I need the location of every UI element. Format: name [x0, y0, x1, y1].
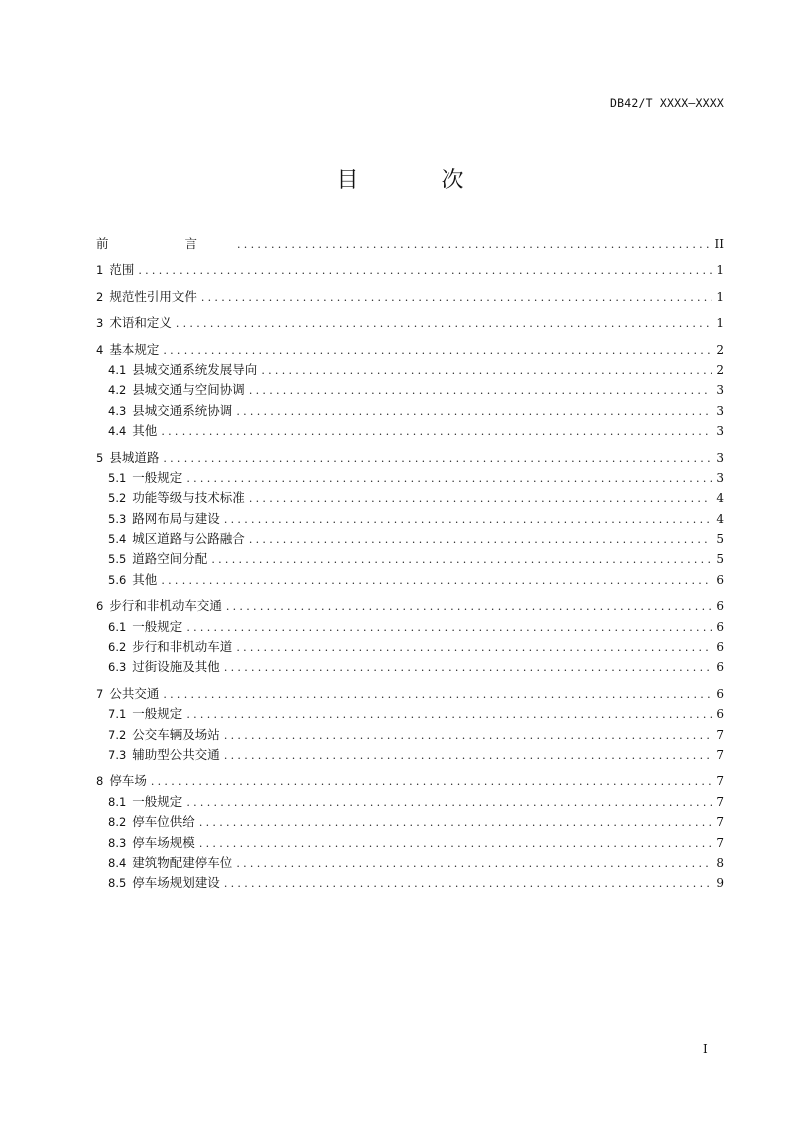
toc-dot-leader: [186, 793, 712, 813]
toc-entry-text: 停车场: [109, 773, 147, 789]
toc-entry-number: 8.4: [108, 855, 127, 870]
toc-entry[interactable]: [96, 287, 724, 307]
toc-entry-number: 5.5: [108, 552, 127, 567]
toc-entry-number: 7.3: [108, 747, 127, 762]
toc-entry-text: 术语和定义: [109, 315, 172, 331]
toc-dot-leader: [211, 550, 712, 570]
toc-entry-text: 城区道路与公路融合: [132, 531, 245, 547]
toc-entry-label: [108, 617, 182, 637]
toc-dot-leader: [226, 597, 713, 617]
toc-dot-leader: [138, 261, 712, 281]
toc-entry-number: 6.3: [108, 660, 127, 675]
toc-entry-number: 3: [96, 316, 104, 331]
toc-entry[interactable]: [96, 313, 724, 333]
toc-entry[interactable]: [96, 684, 724, 704]
toc-entry-number: 6: [96, 599, 104, 614]
toc-entry-text: 范围: [109, 262, 135, 278]
toc-entry-page: 9: [716, 876, 724, 891]
toc-entry[interactable]: [96, 771, 724, 791]
toc-entry[interactable]: [96, 421, 724, 441]
page-title: 目 次: [336, 168, 502, 193]
toc-entry-page: 6: [716, 707, 724, 722]
toc-entry-label: [108, 637, 232, 657]
page-number: I: [703, 1042, 708, 1056]
toc-entry-page: 7: [716, 774, 724, 789]
toc-entry-number: 5: [96, 450, 104, 465]
toc-entry[interactable]: [96, 812, 724, 832]
toc-entry-label: [108, 421, 157, 441]
toc-dot-leader: [199, 813, 713, 833]
toc-entry[interactable]: [96, 468, 724, 488]
toc-dot-leader: [186, 618, 712, 638]
toc-entry-label: [96, 771, 147, 791]
toc-entry-number: 7: [96, 686, 104, 701]
toc-entry-label: [108, 833, 195, 853]
toc-dot-leader: [199, 834, 713, 854]
toc-entry-page: 7: [716, 815, 724, 830]
toc-entry[interactable]: [96, 792, 724, 812]
toc-entry-text: 其他: [132, 423, 158, 439]
toc-dot-leader: [151, 772, 713, 792]
toc-entry-number: 4.2: [108, 383, 127, 398]
toc-entry-text: 一般规定: [132, 469, 183, 485]
toc-entry-label: [108, 509, 220, 529]
toc-dot-leader: [186, 469, 712, 489]
toc-entry-number: 6.1: [108, 619, 127, 634]
toc-entry-label: [108, 745, 220, 765]
toc-entry-text: 停车场规模: [132, 834, 195, 850]
toc-entry-number: 4.4: [108, 424, 127, 439]
toc-dot-leader: [224, 746, 713, 766]
toc-dot-leader: [224, 510, 713, 530]
toc-entry-label: [96, 340, 159, 360]
toc-dot-leader: [201, 288, 713, 308]
toc-entry-page: 7: [716, 835, 724, 850]
toc-entry-number: 1: [96, 263, 104, 278]
toc-entry-label: [108, 792, 182, 812]
toc-entry-label: [108, 873, 220, 893]
toc-entry-page: 7: [716, 747, 724, 762]
toc-entry-page: 6: [716, 619, 724, 634]
toc-entry-text: 前 言: [96, 236, 233, 251]
toc-entry[interactable]: [96, 725, 724, 745]
toc-entry-page: 6: [716, 572, 724, 587]
toc-entry-label: [108, 570, 157, 590]
toc-entry-number: 8: [96, 774, 104, 789]
toc-entry-text: 停车场规划建设: [132, 875, 220, 891]
toc-entry-text: 规范性引用文件: [109, 288, 197, 304]
document-code: DB42/T XXXX—XXXX: [610, 96, 724, 110]
toc-entry-label: [108, 725, 220, 745]
toc-entry-text: 一般规定: [132, 793, 183, 809]
toc-entry-label: [108, 657, 220, 677]
toc-dot-leader: [224, 658, 713, 678]
toc-entry-label: [108, 488, 245, 508]
toc-entry-page: 3: [716, 470, 724, 485]
toc-dot-leader: [236, 854, 712, 874]
toc-entry[interactable]: [96, 380, 724, 400]
toc-entry-number: 6.2: [108, 640, 127, 655]
toc-entry-text: 公交车辆及场站: [132, 726, 220, 742]
toc-dot-leader: [236, 638, 712, 658]
toc-entry-page: 2: [716, 362, 724, 377]
toc-entry-text: 过街设施及其他: [132, 659, 220, 675]
toc-entry-text: 停车位供给: [132, 814, 195, 830]
toc-entry-text: 步行和非机动车交通: [109, 598, 222, 614]
toc-dot-leader: [236, 402, 712, 422]
toc-entry-page: 4: [716, 511, 724, 526]
toc-entry-number: 8.5: [108, 876, 127, 891]
toc-entry-number: 5.6: [108, 572, 127, 587]
toc-entry-page: 6: [716, 599, 724, 614]
toc-dot-leader: [163, 685, 712, 705]
toc-entry[interactable]: [96, 637, 724, 657]
toc-entry[interactable]: [96, 873, 724, 893]
toc-entry-label: [108, 812, 195, 832]
toc-entry-text: 县城道路: [109, 449, 160, 465]
toc-dot-leader: [163, 449, 712, 469]
toc-entry-page: 4: [716, 491, 724, 506]
toc-entry-page: 2: [716, 342, 724, 357]
toc-entry-page: 3: [716, 424, 724, 439]
toc-entry-label: [108, 468, 182, 488]
toc-entry-text: 建筑物配建停车位: [132, 854, 233, 870]
toc-entry-page: 5: [716, 532, 724, 547]
toc-entry-label: [108, 360, 257, 380]
toc-entry-text: 步行和非机动车道: [132, 639, 233, 655]
toc-entry-number: 5.4: [108, 532, 127, 547]
toc-entry[interactable]: [96, 360, 724, 380]
toc-dot-leader: [163, 341, 712, 361]
toc-entry-text: 县城交通系统协调: [132, 402, 233, 418]
toc-entry-page: 8: [716, 855, 724, 870]
toc-entry[interactable]: [96, 596, 724, 616]
toc-entry-label: [108, 704, 182, 724]
toc-entry-number: 5.2: [108, 491, 127, 506]
toc-entry-text: 公共交通: [109, 685, 160, 701]
toc-dot-leader: [176, 314, 713, 334]
toc-entry[interactable]: [96, 448, 724, 468]
toc-dot-leader: [186, 705, 712, 725]
toc-entry-text: 路网布局与建设: [132, 510, 220, 526]
toc-entry[interactable]: [96, 529, 724, 549]
toc-entry[interactable]: [96, 833, 724, 853]
table-of-contents: [96, 234, 724, 894]
toc-entry[interactable]: [96, 657, 724, 677]
toc-entry-number: 5.1: [108, 470, 127, 485]
toc-dot-leader: [249, 381, 713, 401]
toc-entry-number: 4.1: [108, 362, 127, 377]
toc-entry[interactable]: [96, 488, 724, 508]
toc-entry-page: 1: [716, 316, 724, 331]
toc-entry-page: 3: [716, 383, 724, 398]
toc-entry[interactable]: [96, 260, 724, 280]
toc-entry-label: [96, 234, 233, 254]
toc-entry-label: [108, 853, 232, 873]
toc-entry-label: [96, 684, 159, 704]
toc-entry-label: [96, 260, 134, 280]
toc-dot-leader: [161, 422, 712, 442]
toc-entry-text: 基本规定: [109, 341, 160, 357]
toc-entry-label: [96, 596, 222, 616]
toc-entry-text: 一般规定: [132, 618, 183, 634]
toc-entry[interactable]: [96, 745, 724, 765]
toc-entry-number: 2: [96, 289, 104, 304]
toc-entry-number: 8.3: [108, 835, 127, 850]
toc-entry-number: 4.3: [108, 403, 127, 418]
toc-dot-leader: [249, 530, 713, 550]
toc-entry-page: 1: [716, 263, 724, 278]
toc-entry[interactable]: [96, 340, 724, 360]
toc-entry-page: 5: [716, 552, 724, 567]
toc-dot-leader: [161, 571, 712, 591]
toc-entry-number: 8.1: [108, 794, 127, 809]
toc-entry-number: 7.1: [108, 707, 127, 722]
toc-entry-page: 6: [716, 686, 724, 701]
toc-dot-leader: [237, 235, 711, 255]
toc-entry[interactable]: [96, 853, 724, 873]
toc-dot-leader: [224, 874, 713, 894]
toc-entry-number: 5.3: [108, 511, 127, 526]
toc-entry-page: 6: [716, 640, 724, 655]
toc-entry-label: [108, 549, 207, 569]
toc-entry-page: 3: [716, 450, 724, 465]
toc-entry-page: 1: [716, 289, 724, 304]
toc-entry-page: 6: [716, 660, 724, 675]
toc-entry-label: [96, 448, 159, 468]
toc-entry-number: 7.2: [108, 727, 127, 742]
toc-entry-text: 道路空间分配: [132, 551, 208, 567]
toc-entry-label: [108, 380, 245, 400]
toc-dot-leader: [261, 361, 712, 381]
toc-entry-label: [96, 313, 172, 333]
toc-entry-page: 7: [716, 727, 724, 742]
toc-entry-label: [96, 287, 197, 307]
toc-entry[interactable]: [96, 401, 724, 421]
toc-entry[interactable]: [96, 617, 724, 637]
toc-entry-text: 县城交通与空间协调: [132, 382, 245, 398]
toc-entry[interactable]: [96, 704, 724, 724]
toc-dot-leader: [224, 726, 713, 746]
toc-entry-text: 一般规定: [132, 706, 183, 722]
toc-dot-leader: [249, 489, 713, 509]
toc-entry-label: [108, 401, 232, 421]
toc-entry-number: 8.2: [108, 815, 127, 830]
toc-entry-number: 4: [96, 342, 104, 357]
toc-entry-page: 7: [716, 794, 724, 809]
toc-entry-page: II: [714, 237, 724, 251]
toc-entry-page: 3: [716, 403, 724, 418]
toc-entry-label: [108, 529, 245, 549]
toc-entry-text: 县城交通系统发展导向: [132, 361, 258, 377]
toc-entry-text: 辅助型公共交通: [132, 746, 220, 762]
toc-entry[interactable]: [96, 234, 724, 254]
toc-entry[interactable]: [96, 570, 724, 590]
toc-entry-text: 其他: [132, 571, 158, 587]
toc-entry-text: 功能等级与技术标准: [132, 490, 245, 506]
toc-entry[interactable]: [96, 509, 724, 529]
toc-entry[interactable]: [96, 549, 724, 569]
